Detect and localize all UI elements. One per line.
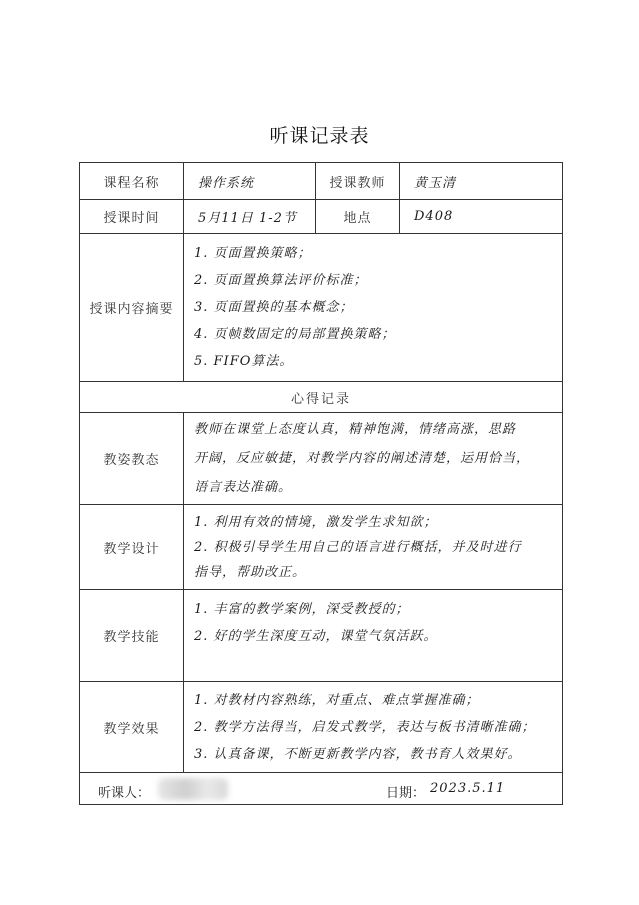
skills-line-1: 1. 丰富的教学案例，深受教授的； — [194, 602, 410, 617]
skills-line-2: 2. 好的学生深度互动，课堂气氛活跃。 — [194, 629, 438, 644]
section-title: 心得记录 — [80, 382, 563, 413]
footer-row — [80, 773, 563, 805]
design-label: 教学设计 — [80, 505, 184, 590]
summary-line-4: 4. 页帧数固定的局部置换策略； — [194, 327, 396, 342]
design-line-3: 指导，帮助改正。 — [194, 564, 307, 580]
effect-line-3: 3. 认真备课，不断更新教学内容，教书育人效果好。 — [194, 746, 522, 762]
teacher-label: 授课教师 — [316, 163, 400, 200]
demeanor-line-2: 开阔，反应敏捷，对教学内容的阐述清楚，运用恰当， — [194, 451, 531, 466]
design-line-2: 2. 积极引导学生用自己的语言进行概括，并及时进行 — [194, 539, 522, 555]
demeanor-line-3: 语言表达准确。 — [194, 480, 293, 495]
demeanor-label: 教姿教态 — [80, 413, 184, 505]
listener-label: 听课人： — [98, 786, 151, 801]
summary-line-3: 3. 页面置换的基本概念； — [194, 300, 354, 315]
demeanor-content — [184, 413, 563, 505]
effect-label: 教学效果 — [80, 682, 184, 773]
page-title: 听课记录表 — [269, 125, 370, 147]
redacted-signature — [158, 778, 228, 800]
design-line-1: 1. 利用有效的情境，激发学生求知欲； — [194, 514, 438, 530]
summary-line-2: 2. 页面置换算法评价标准； — [194, 273, 368, 288]
record-table — [79, 162, 563, 805]
teacher-value: 黄玉清 — [400, 163, 563, 200]
course-name-label: 课程名称 — [80, 163, 184, 200]
course-name-value: 操作系统 — [184, 163, 316, 200]
summary-line-1: 1. 页面置换策略； — [194, 246, 312, 261]
date-label: 日期： — [386, 786, 426, 801]
effect-content — [184, 682, 563, 773]
summary-line-5: 5. FIFO算法。 — [194, 354, 294, 369]
time-label: 授课时间 — [80, 200, 184, 234]
summary-label: 授课内容摘要 — [80, 234, 184, 382]
skills-label: 教学技能 — [80, 590, 184, 682]
effect-line-2: 2. 教学方法得当，启发式教学，表达与板书清晰准确； — [194, 719, 536, 735]
design-content — [184, 505, 563, 590]
demeanor-line-1: 教师在课堂上态度认真，精神饱满，情绪高涨，思路 — [194, 422, 517, 437]
summary-content — [184, 234, 563, 382]
place-value: D408 — [400, 200, 563, 234]
place-label: 地点 — [316, 200, 400, 234]
time-value: 5月11日 1-2节 — [184, 200, 316, 234]
date-value: 2023.5.11 — [430, 781, 506, 796]
effect-line-1: 1. 对教材内容熟练，对重点、难点掌握准确； — [194, 692, 480, 708]
skills-content — [184, 590, 563, 682]
